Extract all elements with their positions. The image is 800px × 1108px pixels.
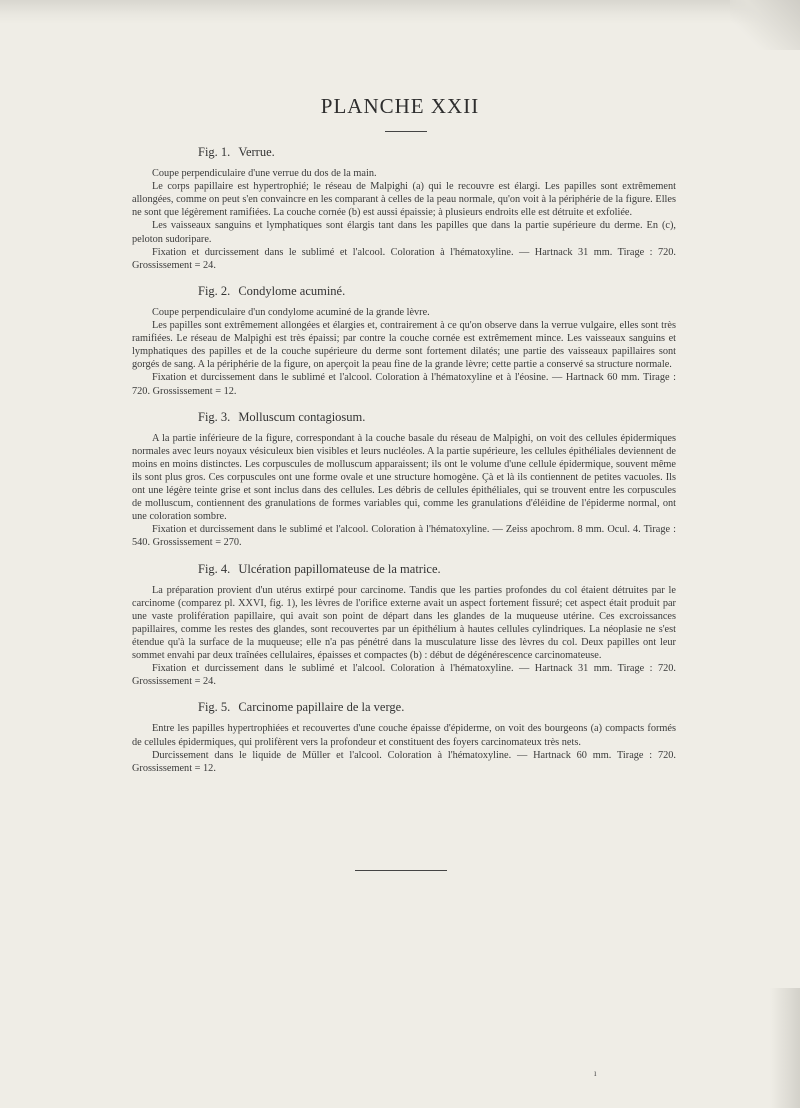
paper-speck: ı	[594, 1068, 597, 1078]
paragraph: Entre les papilles hypertrophiées et recouvertes d'une couche épaisse d'épiderme, on voit des bourgeons (a) compacts formés de cellules épidermiques, qui prolifèrent vers la profondeur et constituent des foyers carcinomateux très nets.	[132, 723, 676, 748]
figure-section-2	[132, 285, 676, 398]
figure-number: Fig. 4.	[198, 561, 231, 576]
figure-name: Verrue.	[238, 145, 275, 159]
figure-name: Carcinome papillaire de la verge.	[238, 700, 405, 715]
page-corner-curl	[730, 0, 800, 50]
page-top-edge	[0, 0, 800, 24]
figure-heading	[198, 285, 676, 298]
paragraph: Coupe perpendiculaire d'une verrue du dos de la main.	[152, 168, 377, 180]
figure-number: Fig. 1.	[198, 145, 231, 159]
paragraph: La préparation provient d'un utérus extirpé pour carcinome. Tandis que les parties profondes du col étaient détruites par le carcinome (comparez pl. XXVI, fig. 1), les lèvres de l'orifice externe avait un aspect fortement fissuré; cet aspect était produit par une vaste prolifération papillaire, qui avait son point de départ dans les glandes de la muqueuse utérine. Ces excroissances papillaires, comme les restes des glandes, sont recouvertes par un épithélium à hautes cellules cylindriques. La néoplasie ne s'est étendue qu'à la surface de la muqueuse; elle n'a pas pénétré dans la musculature lisse des lèvres du col. Deux papilles ont leur sommet envahi par deux traînées cellulaires, épaisses et compactes (b) : début de dégénérescence carcinomateuse.	[132, 584, 676, 662]
figure-number: Fig. 3.	[198, 409, 231, 424]
figure-heading	[198, 701, 676, 714]
figure-section-3	[132, 411, 676, 550]
paragraph: Le corps papillaire est hypertrophié; le réseau de Malpighi (a) qui le recouvre est élargi. Les papilles sont extrêmement allongées, comme on peut s'en convaincre en les comparant à celles de la peau normale, qu'on voit à la périphérie de la figure. Elles ne sont que légèrement ramifiées. La couche cornée (b) est aussi épaissie; à plusieurs endroits elle est détruite et exfoliée.	[132, 181, 676, 219]
figure-number: Fig. 5.	[198, 700, 231, 715]
figure-name: Molluscum contagiosum.	[238, 409, 366, 424]
figure-name: Condylome acuminé.	[238, 283, 346, 298]
figure-name: Ulcération papillomateuse de la matrice.	[238, 561, 441, 576]
figure-section-5	[132, 701, 676, 774]
figure-heading	[198, 563, 676, 576]
paragraph: A la partie inférieure de la figure, correspondant à la couche basale du réseau de Malpighi, on voit des cellules épidermiques normales avec leurs noyaux vésiculeux bien visibles et leurs nucléoles. A la partie supérieure, les cellules épithéliales deviennent de moins en moins distinctes. Les corpuscules de molluscum apparaissent; ils ont le volume d'une cellule épidermique, souvent même ils sont plus gros. Ces corpuscules ont une forme ovale et une structure homogène. Çà et là ils contiennent de petites vacuoles. Ils ont une légère teinte grise et sont inclus dans des cellules. Les débris de cellules épithéliales, qui se trouvent entre les corpuscules de molluscum, contiennent des granulations de formes variables qui, comme les granulations d'éléidine de l'épiderme normal, ont une coloration sombre.	[132, 432, 676, 523]
figure-section-4	[132, 563, 676, 689]
page-right-fold	[770, 988, 800, 1108]
paragraph: Fixation et durcissement dans le sublimé et l'alcool. Coloration à l'hématoxyline et à l'éosine. — Hartnack 60 mm. Tirage : 720. Grossissement = 12.	[132, 372, 676, 397]
title-rule	[385, 131, 427, 132]
paragraph: Les vaisseaux sanguins et lymphatiques sont élargis tant dans les papilles que dans la partie supérieure du derme. En (c), peloton sudoripare.	[132, 220, 676, 245]
paragraph: Les papilles sont extrêmement allongées et élargies et, contrairement à ce qu'on observe dans la verrue vulgaire, elles sont très ramifiées. Le réseau de Malpighi est très épaissi; par contre la couche cornée est extrêmement mince. Les vaisseaux sanguins et lymphatiques des papilles et de la couche supérieure du derme sont fortement dilatés; une partie des vaisseaux papillaires sont gorgés de sang. A la périphérie de la figure, on aperçoit la peau fine de la grande lèvre; cette partie a conservé sa structure normale.	[132, 320, 676, 371]
paragraph: Fixation et durcissement dans le sublimé et l'alcool. Coloration à l'hématoxyline. — Zeiss apochrom. 8 mm. Ocul. 4. Tirage : 540. Grossissement = 270.	[132, 524, 676, 549]
figure-number: Fig. 2.	[198, 283, 231, 298]
paragraph: Durcissement dans le liquide de Müller et l'alcool. Coloration à l'hématoxyline. — Hartnack 60 mm. Tirage : 720. Grossissement = 12.	[132, 749, 676, 774]
figure-section-1	[132, 146, 676, 272]
paragraph: Fixation et durcissement dans le sublimé et l'alcool. Coloration à l'hématoxyline. — Hartnack 31 mm. Tirage : 720. Grossissement = 24.	[132, 246, 676, 271]
figure-heading	[198, 411, 676, 424]
paragraph: Coupe perpendiculaire d'un condylome acuminé de la grande lèvre.	[152, 306, 430, 318]
figure-descriptions	[132, 146, 676, 788]
figure-heading	[198, 146, 676, 159]
closing-rule	[355, 870, 447, 871]
page-title: PLANCHE XXII	[320, 94, 480, 118]
paragraph: Fixation et durcissement dans le sublimé et l'alcool. Coloration à l'hématoxyline. — Hartnack 31 mm. Tirage : 720. Grossissement = 24.	[132, 663, 676, 688]
